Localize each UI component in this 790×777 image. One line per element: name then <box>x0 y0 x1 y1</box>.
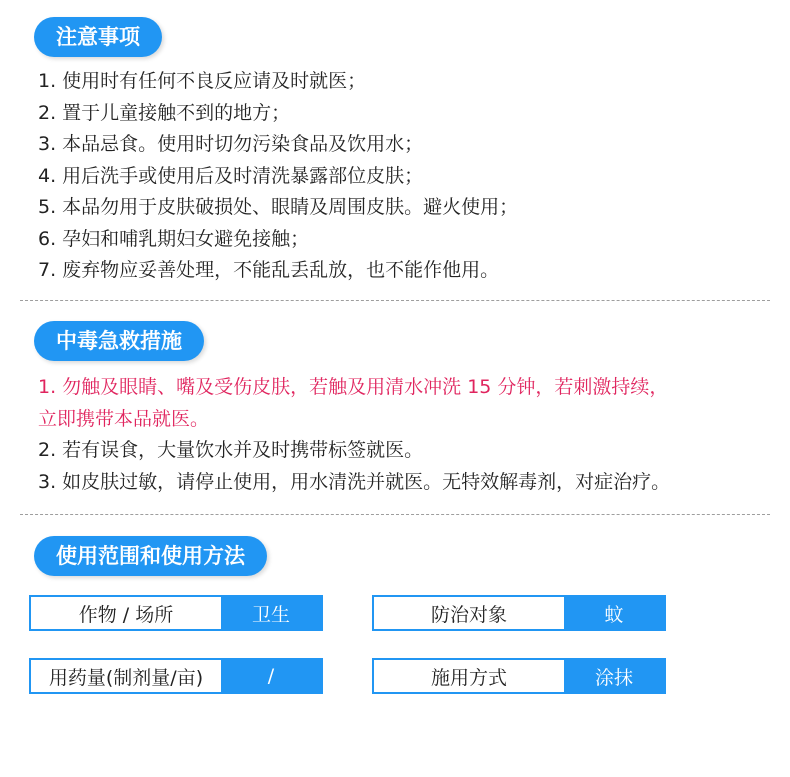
field-label: 作物 / 场所 <box>78 603 174 626</box>
section-title-first-aid: 中毒急救措施 <box>34 321 204 361</box>
list-item: 2. 若有误食，大量饮水并及时携带标签就医。 <box>38 439 424 461</box>
list-item: 3. 本品忌食。使用时切勿污染食品及饮用水； <box>38 133 424 155</box>
field-target-pest <box>372 595 666 631</box>
field-application-method <box>372 658 666 694</box>
list-item: 3. 如皮肤过敏，请停止使用，用水清洗并就医。无特效解毒剂，对症治疗。 <box>38 470 671 493</box>
list-item: 7. 废弃物应妥善处理，不能乱丢乱放，也不能作他用。 <box>38 259 500 281</box>
field-value: 蚊 <box>564 597 664 629</box>
precautions-list <box>38 66 518 287</box>
field-value: 涂抹 <box>564 660 664 692</box>
section-divider <box>20 514 770 515</box>
field-value: 卫生 <box>221 597 321 629</box>
list-item: 1. 使用时有任何不良反应请及时就医； <box>38 70 367 92</box>
field-label: 用药量(制剂量/亩) <box>48 666 204 689</box>
field-crop-site <box>29 595 323 631</box>
list-item: 2. 置于儿童接触不到的地方； <box>38 101 291 124</box>
first-aid-list <box>38 372 670 498</box>
list-item-warning: 1. 勿触及眼睛、嘴及受伤皮肤，若触及用清水冲洗 15 分钟，若刺激持续， <box>38 376 669 398</box>
list-item: 6. 孕妇和哺乳期妇女避免接触； <box>38 227 310 250</box>
field-label: 施用方式 <box>430 666 507 689</box>
list-item: 5. 本品勿用于皮肤破损处、眼睛及周围皮肤。避火使用； <box>38 196 519 218</box>
section-divider <box>20 300 770 301</box>
field-dosage <box>29 658 323 694</box>
list-item: 4. 用后洗手或使用后及时清洗暴露部位皮肤； <box>38 164 424 187</box>
section-title-usage: 使用范围和使用方法 <box>34 536 267 576</box>
field-label: 防治对象 <box>430 603 507 626</box>
list-item-warning-continued: 立即携带本品就医。 <box>38 407 210 430</box>
field-value: / <box>221 660 321 692</box>
section-title-precautions: 注意事项 <box>34 17 162 57</box>
